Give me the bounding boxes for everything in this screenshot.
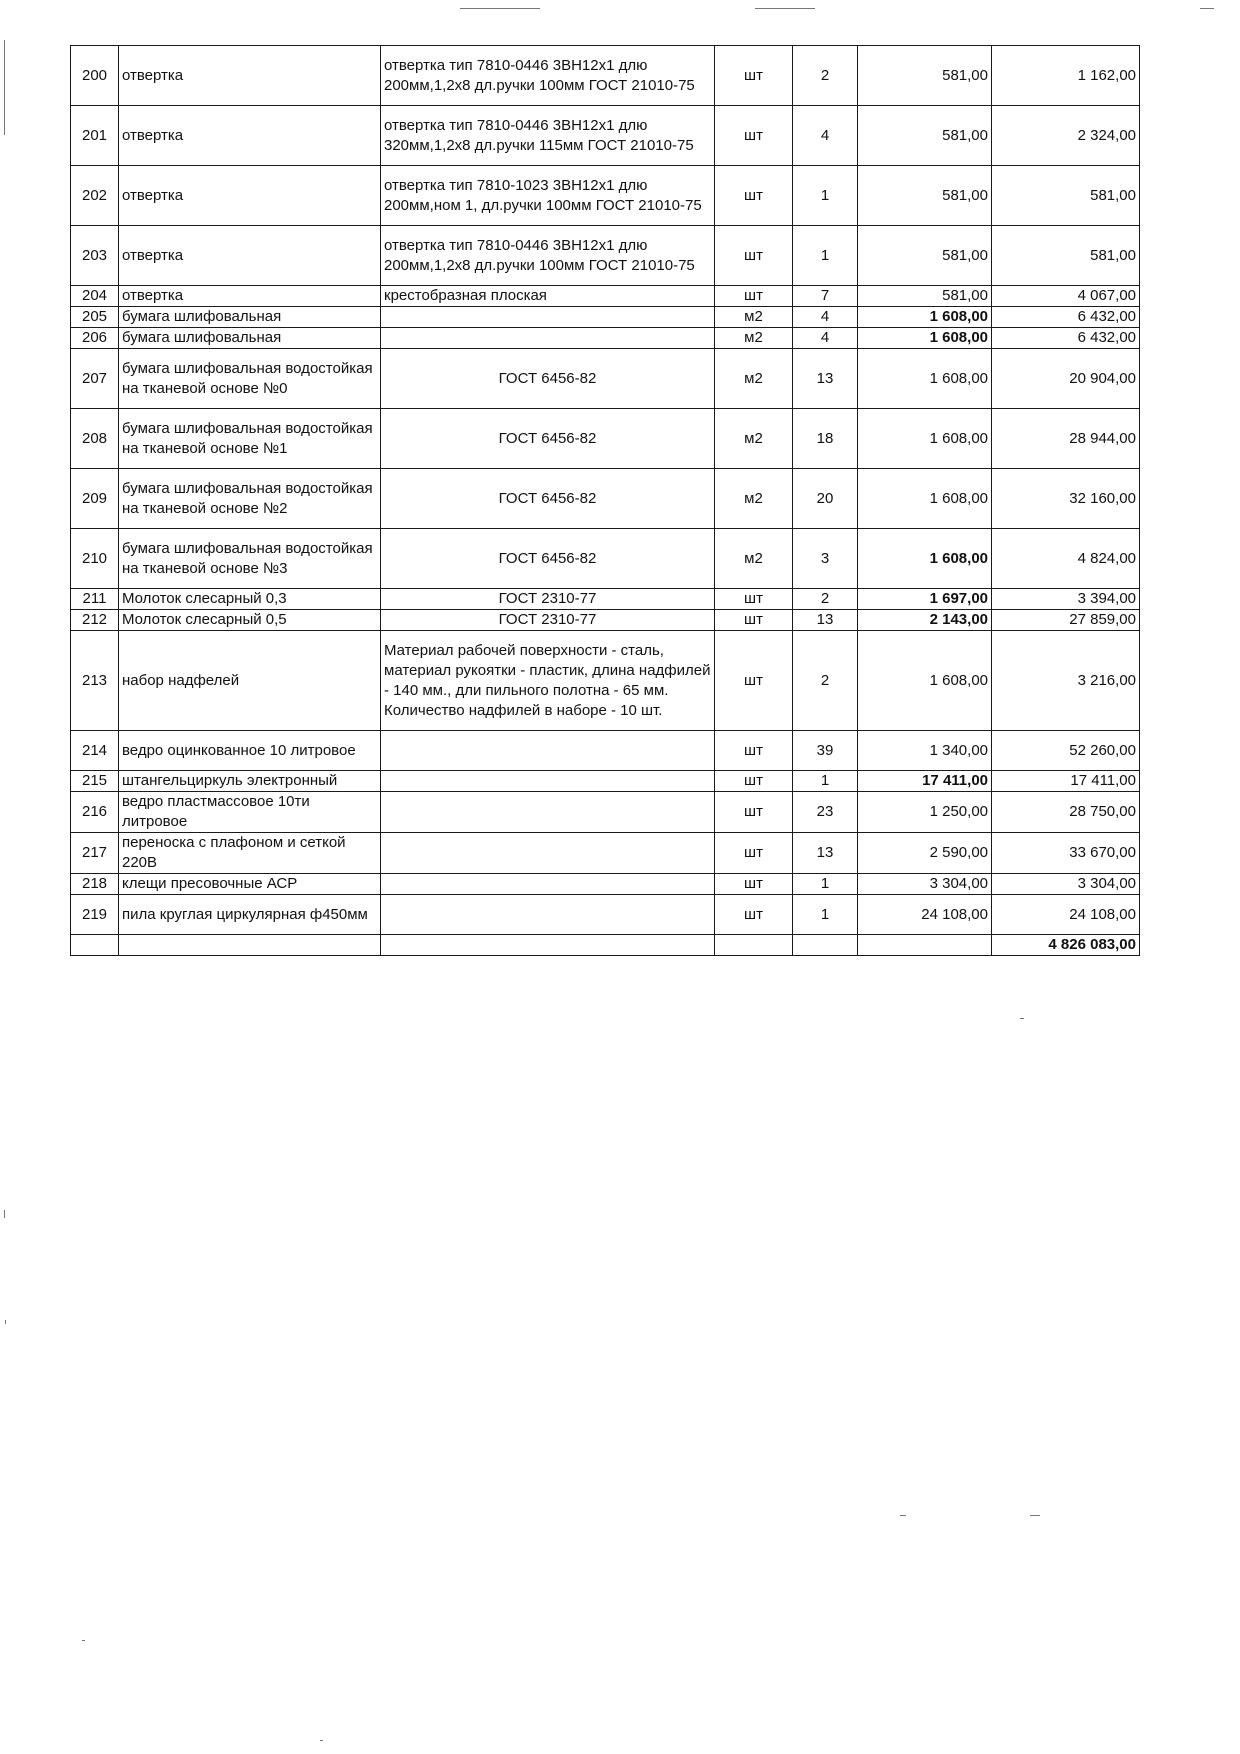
item-spec: Материал рабочей поверхности - сталь, материал рукоятки - пластик, длина надфилей - 140 мм., дли пильного полотна - 65 мм. Количество надфилей в наборе - 10 шт. bbox=[381, 631, 715, 731]
item-price: 1 250,00 bbox=[858, 792, 992, 833]
item-sum: 3 304,00 bbox=[992, 874, 1140, 895]
scan-mark bbox=[460, 8, 540, 9]
item-quantity: 1 bbox=[793, 874, 858, 895]
item-spec bbox=[381, 895, 715, 935]
item-spec bbox=[381, 771, 715, 792]
table-row bbox=[71, 731, 1140, 771]
empty-cell bbox=[715, 935, 793, 956]
empty-cell bbox=[119, 935, 381, 956]
item-price: 581,00 bbox=[858, 226, 992, 286]
item-sum: 581,00 bbox=[992, 226, 1140, 286]
item-sum: 28 944,00 bbox=[992, 409, 1140, 469]
item-unit: шт bbox=[715, 833, 793, 874]
row-number: 216 bbox=[71, 792, 119, 833]
item-quantity: 13 bbox=[793, 833, 858, 874]
table-row bbox=[71, 469, 1140, 529]
item-name: Молоток слесарный 0,5 bbox=[119, 610, 381, 631]
item-quantity: 1 bbox=[793, 166, 858, 226]
item-name: бумага шлифовальная bbox=[119, 307, 381, 328]
item-quantity: 4 bbox=[793, 328, 858, 349]
scan-mark bbox=[320, 1740, 323, 1741]
item-price: 2 590,00 bbox=[858, 833, 992, 874]
table-row bbox=[71, 589, 1140, 610]
total-row bbox=[71, 935, 1140, 956]
item-price: 24 108,00 bbox=[858, 895, 992, 935]
empty-cell bbox=[793, 935, 858, 956]
item-quantity: 13 bbox=[793, 349, 858, 409]
item-sum: 3 216,00 bbox=[992, 631, 1140, 731]
row-number: 200 bbox=[71, 46, 119, 106]
item-name: бумага шлифовальная водостойкая на тканевой основе №3 bbox=[119, 529, 381, 589]
grand-total: 4 826 083,00 bbox=[992, 935, 1140, 956]
item-quantity: 13 bbox=[793, 610, 858, 631]
table-row bbox=[71, 409, 1140, 469]
item-unit: м2 bbox=[715, 349, 793, 409]
item-price: 1 608,00 bbox=[858, 349, 992, 409]
item-price: 581,00 bbox=[858, 46, 992, 106]
row-number: 218 bbox=[71, 874, 119, 895]
item-price: 1 697,00 bbox=[858, 589, 992, 610]
table-row bbox=[71, 307, 1140, 328]
table-row bbox=[71, 328, 1140, 349]
scan-mark bbox=[4, 40, 5, 135]
table-row bbox=[71, 631, 1140, 731]
item-name: пила круглая циркулярная ф450мм bbox=[119, 895, 381, 935]
table-row bbox=[71, 792, 1140, 833]
row-number: 212 bbox=[71, 610, 119, 631]
empty-cell bbox=[71, 935, 119, 956]
item-unit: м2 bbox=[715, 469, 793, 529]
row-number: 217 bbox=[71, 833, 119, 874]
item-sum: 52 260,00 bbox=[992, 731, 1140, 771]
item-unit: м2 bbox=[715, 409, 793, 469]
item-quantity: 4 bbox=[793, 106, 858, 166]
item-unit: шт bbox=[715, 874, 793, 895]
item-sum: 33 670,00 bbox=[992, 833, 1140, 874]
item-name: переноска с плафоном и сеткой 220В bbox=[119, 833, 381, 874]
item-name: ведро оцинкованное 10 литровое bbox=[119, 731, 381, 771]
item-price: 581,00 bbox=[858, 106, 992, 166]
item-unit: шт bbox=[715, 792, 793, 833]
row-number: 214 bbox=[71, 731, 119, 771]
item-quantity: 2 bbox=[793, 631, 858, 731]
item-price: 1 608,00 bbox=[858, 529, 992, 589]
row-number: 201 bbox=[71, 106, 119, 166]
item-name: бумага шлифовальная bbox=[119, 328, 381, 349]
item-sum: 4 067,00 bbox=[992, 286, 1140, 307]
scan-mark bbox=[1030, 1515, 1040, 1516]
item-unit: шт bbox=[715, 166, 793, 226]
item-name: ведро пластмассовое 10ти литровое bbox=[119, 792, 381, 833]
item-sum: 20 904,00 bbox=[992, 349, 1140, 409]
item-name: отвертка bbox=[119, 286, 381, 307]
table-row bbox=[71, 771, 1140, 792]
item-price: 1 608,00 bbox=[858, 307, 992, 328]
item-name: штангельциркуль электронный bbox=[119, 771, 381, 792]
item-spec: ГОСТ 2310-77 bbox=[381, 610, 715, 631]
table-row bbox=[71, 106, 1140, 166]
item-name: отвертка bbox=[119, 46, 381, 106]
item-unit: шт bbox=[715, 610, 793, 631]
item-price: 1 340,00 bbox=[858, 731, 992, 771]
item-spec: ГОСТ 6456-82 bbox=[381, 349, 715, 409]
row-number: 205 bbox=[71, 307, 119, 328]
item-sum: 27 859,00 bbox=[992, 610, 1140, 631]
item-quantity: 23 bbox=[793, 792, 858, 833]
row-number: 219 bbox=[71, 895, 119, 935]
item-unit: шт bbox=[715, 895, 793, 935]
item-unit: шт bbox=[715, 46, 793, 106]
item-spec: ГОСТ 6456-82 bbox=[381, 469, 715, 529]
item-unit: шт bbox=[715, 771, 793, 792]
item-unit: м2 bbox=[715, 529, 793, 589]
row-number: 213 bbox=[71, 631, 119, 731]
item-sum: 6 432,00 bbox=[992, 328, 1140, 349]
item-spec bbox=[381, 328, 715, 349]
item-spec bbox=[381, 874, 715, 895]
item-spec: ГОСТ 2310-77 bbox=[381, 589, 715, 610]
item-spec: ГОСТ 6456-82 bbox=[381, 529, 715, 589]
item-sum: 3 394,00 bbox=[992, 589, 1140, 610]
row-number: 211 bbox=[71, 589, 119, 610]
row-number: 204 bbox=[71, 286, 119, 307]
item-quantity: 7 bbox=[793, 286, 858, 307]
table-row bbox=[71, 46, 1140, 106]
item-quantity: 1 bbox=[793, 771, 858, 792]
row-number: 206 bbox=[71, 328, 119, 349]
item-price: 1 608,00 bbox=[858, 409, 992, 469]
item-price: 17 411,00 bbox=[858, 771, 992, 792]
item-quantity: 1 bbox=[793, 226, 858, 286]
item-price: 1 608,00 bbox=[858, 631, 992, 731]
item-price: 1 608,00 bbox=[858, 469, 992, 529]
item-sum: 581,00 bbox=[992, 166, 1140, 226]
goods-table bbox=[70, 45, 1140, 956]
item-spec: отвертка тип 7810-0446 3ВН12х1 длю 320мм,1,2х8 дл.ручки 115мм ГОСТ 21010-75 bbox=[381, 106, 715, 166]
item-unit: м2 bbox=[715, 307, 793, 328]
item-sum: 6 432,00 bbox=[992, 307, 1140, 328]
item-unit: шт bbox=[715, 106, 793, 166]
item-quantity: 2 bbox=[793, 46, 858, 106]
table-row bbox=[71, 349, 1140, 409]
item-name: Молоток слесарный 0,3 bbox=[119, 589, 381, 610]
item-name: отвертка bbox=[119, 226, 381, 286]
row-number: 203 bbox=[71, 226, 119, 286]
item-spec: отвертка тип 7810-0446 3ВН12х1 длю 200мм,1,2х8 дл.ручки 100мм ГОСТ 21010-75 bbox=[381, 46, 715, 106]
table-row bbox=[71, 874, 1140, 895]
item-name: бумага шлифовальная водостойкая на тканевой основе №0 bbox=[119, 349, 381, 409]
item-price: 2 143,00 bbox=[858, 610, 992, 631]
item-price: 581,00 bbox=[858, 286, 992, 307]
table-row bbox=[71, 226, 1140, 286]
scan-mark bbox=[900, 1515, 906, 1516]
item-name: клещи пресовочные АСР bbox=[119, 874, 381, 895]
item-spec bbox=[381, 307, 715, 328]
item-spec: ГОСТ 6456-82 bbox=[381, 409, 715, 469]
scan-mark bbox=[1020, 1018, 1024, 1019]
scan-mark bbox=[5, 1320, 6, 1324]
scan-mark bbox=[755, 8, 815, 9]
item-spec: отвертка тип 7810-0446 3ВН12х1 длю 200мм,1,2х8 дл.ручки 100мм ГОСТ 21010-75 bbox=[381, 226, 715, 286]
item-name: бумага шлифовальная водостойкая на тканевой основе №1 bbox=[119, 409, 381, 469]
item-name: набор надфелей bbox=[119, 631, 381, 731]
item-unit: шт bbox=[715, 286, 793, 307]
item-quantity: 2 bbox=[793, 589, 858, 610]
row-number: 202 bbox=[71, 166, 119, 226]
item-spec: отвертка тип 7810-1023 3ВН12х1 длю 200мм,ном 1, дл.ручки 100мм ГОСТ 21010-75 bbox=[381, 166, 715, 226]
item-sum: 24 108,00 bbox=[992, 895, 1140, 935]
item-unit: шт bbox=[715, 589, 793, 610]
item-spec bbox=[381, 792, 715, 833]
row-number: 210 bbox=[71, 529, 119, 589]
item-name: отвертка bbox=[119, 166, 381, 226]
item-spec: крестобразная плоская bbox=[381, 286, 715, 307]
empty-cell bbox=[858, 935, 992, 956]
item-sum: 32 160,00 bbox=[992, 469, 1140, 529]
item-unit: шт bbox=[715, 631, 793, 731]
item-quantity: 3 bbox=[793, 529, 858, 589]
item-quantity: 4 bbox=[793, 307, 858, 328]
item-price: 1 608,00 bbox=[858, 328, 992, 349]
table-body bbox=[71, 46, 1140, 956]
item-spec bbox=[381, 833, 715, 874]
item-price: 3 304,00 bbox=[858, 874, 992, 895]
scan-mark bbox=[82, 1640, 85, 1641]
item-unit: шт bbox=[715, 731, 793, 771]
row-number: 208 bbox=[71, 409, 119, 469]
item-sum: 2 324,00 bbox=[992, 106, 1140, 166]
row-number: 209 bbox=[71, 469, 119, 529]
item-quantity: 20 bbox=[793, 469, 858, 529]
item-quantity: 1 bbox=[793, 895, 858, 935]
table-row bbox=[71, 166, 1140, 226]
empty-cell bbox=[381, 935, 715, 956]
item-unit: шт bbox=[715, 226, 793, 286]
item-sum: 1 162,00 bbox=[992, 46, 1140, 106]
item-spec bbox=[381, 731, 715, 771]
scan-mark bbox=[4, 1210, 5, 1218]
item-name: бумага шлифовальная водостойкая на тканевой основе №2 bbox=[119, 469, 381, 529]
item-unit: м2 bbox=[715, 328, 793, 349]
item-quantity: 18 bbox=[793, 409, 858, 469]
scan-mark bbox=[1200, 8, 1214, 9]
table-row bbox=[71, 286, 1140, 307]
item-sum: 28 750,00 bbox=[992, 792, 1140, 833]
row-number: 207 bbox=[71, 349, 119, 409]
item-sum: 4 824,00 bbox=[992, 529, 1140, 589]
table-row bbox=[71, 529, 1140, 589]
row-number: 215 bbox=[71, 771, 119, 792]
item-sum: 17 411,00 bbox=[992, 771, 1140, 792]
table-row bbox=[71, 610, 1140, 631]
table-row bbox=[71, 833, 1140, 874]
item-quantity: 39 bbox=[793, 731, 858, 771]
table-row bbox=[71, 895, 1140, 935]
item-name: отвертка bbox=[119, 106, 381, 166]
item-price: 581,00 bbox=[858, 166, 992, 226]
